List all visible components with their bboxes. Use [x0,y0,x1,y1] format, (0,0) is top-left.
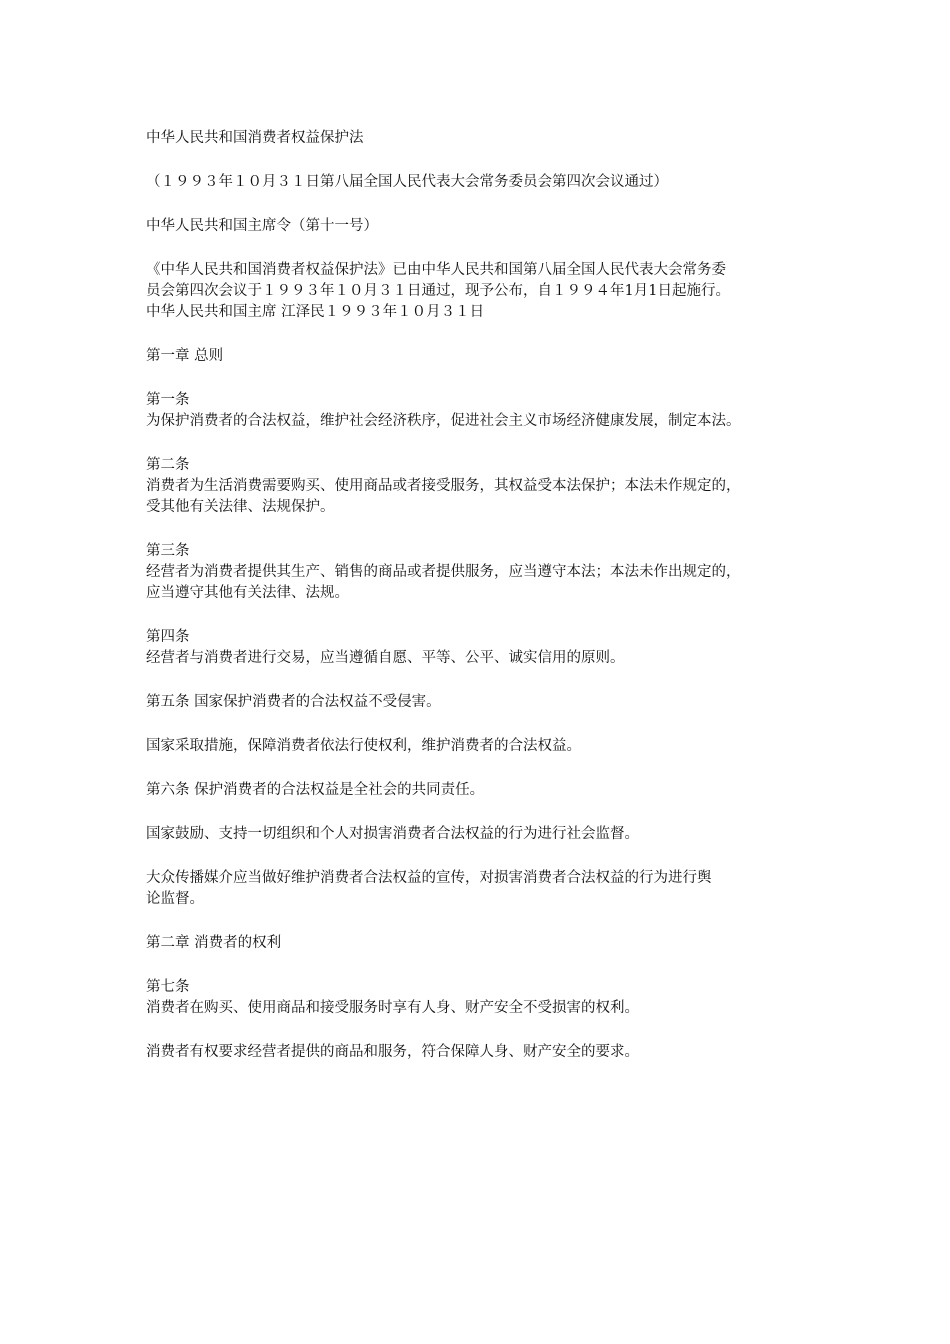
article-text: 经营者与消费者进行交易，应当遵循自愿、平等、公平、诚实信用的原则。 [146,650,625,666]
order-body-line: 员会第四次会议于１９９３年１０月３１日通过，现予公布，自１９９４年1月1日起施行。 [146,283,730,299]
article-heading: 第七条 [146,979,190,995]
article-text: 消费者为生活消费需要购买、使用商品或者接受服务，其权益受本法保护；本法未作规定的， [146,478,741,494]
chapter-heading: 第一章 总则 [146,348,224,364]
article-text: 国家鼓励、支持一切组织和个人对损害消费者合法权益的行为进行社会监督。 [146,826,639,842]
article-heading: 第三条 [146,543,190,559]
order-body [146,260,826,323]
article-text: 消费者有权要求经营者提供的商品和服务，符合保障人身、财产安全的要求。 [146,1044,639,1060]
article [146,977,826,1019]
article-text: 应当遵守其他有关法律、法规。 [146,585,349,601]
article-heading: 第一条 [146,392,190,408]
article [146,627,826,669]
article-heading: 第二条 [146,457,190,473]
document-page [146,128,826,1086]
article-text [146,868,826,910]
article-heading: 第四条 [146,629,190,645]
article-text: 国家采取措施，保障消费者依法行使权利，维护消费者的合法权益。 [146,738,581,754]
order-signature: 中华人民共和国主席 江泽民１９９３年１０月３１日 [146,304,485,320]
article-text: 为保护消费者的合法权益，维护社会经济秩序，促进社会主义市场经济健康发展，制定本法。 [146,413,741,429]
chapter-heading: 第二章 消费者的权利 [146,935,282,951]
document-title: 中华人民共和国消费者权益保护法 [146,130,364,146]
article-text-line: 大众传播媒介应当做好维护消费者合法权益的宣传，对损害消费者合法权益的行为进行舆 [146,870,712,886]
article-five: 第五条 国家保护消费者的合法权益不受侵害。 [146,694,441,710]
article-six: 第六条 保护消费者的合法权益是全社会的共同责任。 [146,782,485,798]
adoption-note: （１９９３年１０月３１日第八届全国人民代表大会常务委员会第四次会议通过） [146,174,668,190]
article-text: 消费者在购买、使用商品和接受服务时享有人身、财产安全不受损害的权利。 [146,1000,639,1016]
order-body-line: 《中华人民共和国消费者权益保护法》已由中华人民共和国第八届全国人民代表大会常务委 [146,262,726,278]
order-title: 中华人民共和国主席令（第十一号） [146,218,378,234]
article-text: 受其他有关法律、法规保护。 [146,499,335,515]
article [146,541,826,604]
article [146,455,826,518]
article-text-line: 论监督。 [146,891,204,907]
article-text: 经营者为消费者提供其生产、销售的商品或者提供服务，应当遵守本法；本法未作出规定的， [146,564,741,580]
article [146,390,826,432]
